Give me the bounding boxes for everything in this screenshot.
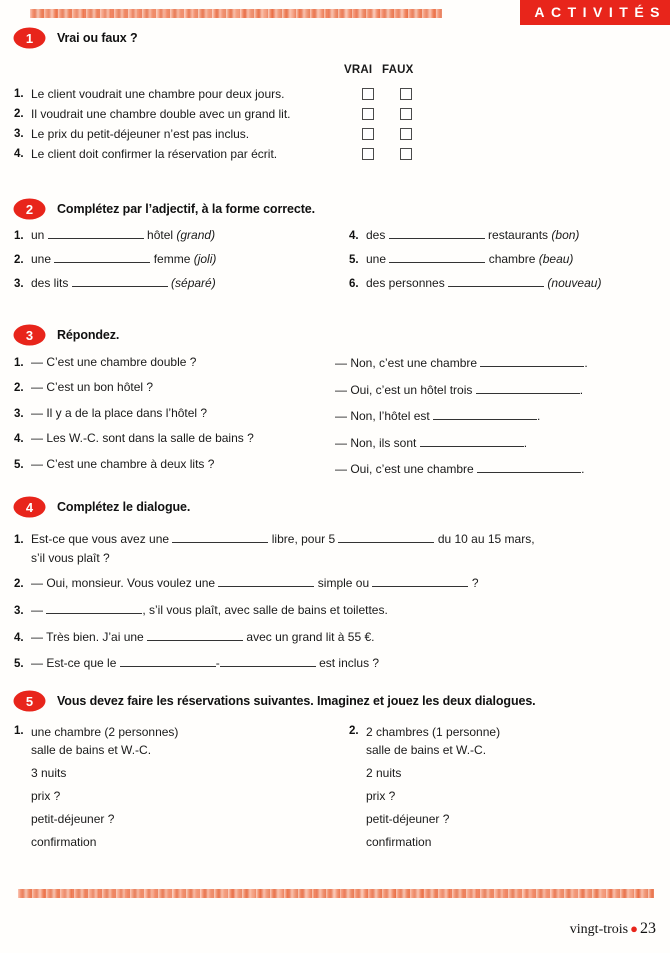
- detail-line: prix ?: [366, 789, 396, 804]
- exercise-3-answer-column: [335, 355, 670, 487]
- page-number: 23: [640, 920, 656, 937]
- item-number: 3.: [14, 407, 24, 420]
- item-text-before: des personnes: [366, 275, 449, 290]
- item-number: 1.: [14, 88, 24, 100]
- list-item: [335, 408, 670, 424]
- fill-blank[interactable]: [372, 575, 468, 587]
- checkbox-cell-vrai[interactable]: [349, 108, 387, 120]
- checkbox-cell-vrai[interactable]: [349, 148, 387, 160]
- fill-blank[interactable]: [120, 655, 216, 667]
- item-hint: (séparé): [171, 275, 216, 290]
- bottom-decorative-band: [18, 889, 654, 898]
- exercise-3-columns: [0, 355, 670, 487]
- list-item: [14, 406, 335, 421]
- fill-blank[interactable]: [72, 275, 168, 287]
- dialogue-seg-2: avec un grand lit à 55 €.: [243, 629, 375, 644]
- item-number: 2.: [14, 382, 24, 395]
- exercise-5-badge: 5: [14, 691, 45, 711]
- exercise-3-question-column: [0, 355, 335, 487]
- exercise-5: [0, 691, 670, 854]
- exercise-5-situation-1: [0, 725, 335, 854]
- fill-blank[interactable]: [48, 227, 144, 239]
- item-number: 1.: [14, 230, 24, 243]
- item-text-after: chambre: [485, 252, 539, 267]
- list-item: [14, 84, 670, 104]
- item-text-before: une: [366, 252, 390, 267]
- exercise-2-right-column: [335, 227, 670, 298]
- fill-blank[interactable]: [389, 251, 485, 263]
- list-item: [14, 104, 670, 124]
- dialogue-seg-2: , s’il vous plaît, avec salle de bains et toilettes.: [142, 602, 388, 617]
- question-text: — Les W.-C. sont dans la salle de bains ?: [31, 431, 254, 446]
- answer-text-before: — Oui, c’est un hôtel trois: [335, 382, 476, 397]
- answer-text-after: .: [584, 356, 588, 371]
- list-item: [335, 434, 670, 450]
- exercise-1-statement-list: [0, 84, 670, 164]
- answer-text-after: .: [523, 435, 528, 450]
- list-item: [335, 461, 670, 477]
- item-number: 5.: [14, 658, 24, 671]
- list-item: [14, 380, 335, 395]
- item-number: 2.: [14, 108, 24, 120]
- list-item: [14, 655, 670, 672]
- checkbox-cell-faux[interactable]: [387, 128, 425, 140]
- checkbox-cell-faux[interactable]: [387, 148, 425, 160]
- exercise-5-situation-2: [335, 725, 670, 854]
- item-hint: (nouveau): [547, 275, 602, 290]
- answer-text-after: .: [579, 382, 584, 397]
- situation-header: [14, 725, 335, 739]
- list-item: [14, 575, 670, 592]
- fill-blank[interactable]: [338, 531, 434, 543]
- fill-blank[interactable]: [147, 628, 243, 640]
- item-number: 6.: [349, 277, 359, 290]
- list-item: [349, 275, 670, 292]
- detail-line: petit-déjeuner ?: [366, 812, 450, 827]
- dialogue-seg-1: Est-ce que vous avez une: [31, 532, 173, 547]
- exercise-1: [0, 28, 670, 164]
- item-hint: (joli): [193, 252, 217, 267]
- item-text-before: un: [31, 228, 48, 243]
- item-number: 2.: [349, 725, 359, 737]
- exercise-1-column-headers: [344, 64, 413, 76]
- item-number: 1.: [14, 534, 24, 547]
- list-item: [14, 124, 670, 144]
- page-word: vingt-trois: [569, 922, 629, 937]
- exercise-3-header: [0, 325, 670, 345]
- list-item: [14, 431, 335, 446]
- exercise-4-badge: 4: [14, 497, 45, 517]
- activities-banner: ACTIVITÉS: [520, 0, 670, 25]
- list-item: [14, 628, 670, 645]
- list-item: [14, 275, 335, 292]
- question-text: — C’est un bon hôtel ?: [31, 380, 154, 395]
- checkbox-vrai-2[interactable]: [362, 108, 374, 120]
- item-text: Il voudrait une chambre double avec un grand lit.: [31, 107, 291, 121]
- answer-text-after: .: [581, 461, 585, 476]
- list-item: [14, 457, 335, 472]
- dialogue-seg-2: libre, pour 5: [268, 532, 339, 547]
- bullet-icon: ●: [630, 921, 638, 936]
- detail-line: confirmation: [31, 835, 97, 850]
- exercise-4-dialogue-list: [0, 531, 670, 672]
- top-decorative-band: [30, 9, 442, 18]
- item-number: 5.: [14, 458, 24, 471]
- exercise-2-columns: [0, 227, 670, 298]
- exercise-2-header: [0, 199, 670, 219]
- checkbox-cell-faux[interactable]: [387, 108, 425, 120]
- question-text: — C’est une chambre à deux lits ?: [31, 456, 215, 471]
- list-item: [335, 381, 670, 397]
- situation-header: [349, 725, 670, 739]
- detail-line: petit-déjeuner ?: [31, 812, 115, 827]
- item-hint: (bon): [551, 228, 580, 243]
- fill-blank[interactable]: [480, 355, 584, 367]
- item-number: 2.: [14, 578, 24, 591]
- fill-blank[interactable]: [172, 531, 268, 543]
- item-number: 2.: [14, 254, 24, 267]
- exercise-4-header: [0, 497, 670, 517]
- situation-details: [349, 739, 670, 854]
- fill-blank[interactable]: [420, 434, 524, 446]
- fill-blank[interactable]: [476, 381, 580, 393]
- item-text: Le prix du petit-déjeuner n’est pas inclus.: [31, 127, 250, 141]
- item-number: 1.: [14, 357, 24, 369]
- exercise-4: [0, 497, 670, 682]
- detail-line: salle de bains et W.-C.: [31, 743, 152, 757]
- dialogue-seg-3: ?: [468, 576, 479, 591]
- item-number: 4.: [349, 230, 359, 243]
- item-text: Le client voudrait une chambre pour deux jours.: [31, 87, 285, 101]
- checkbox-vrai-1[interactable]: [362, 88, 374, 100]
- item-number: 3.: [14, 277, 24, 290]
- dialogue-continuation: s’il vous plaît ?: [31, 550, 110, 565]
- exercise-1-title: Vrai ou faux ?: [57, 31, 138, 45]
- item-text-after: femme: [150, 252, 194, 267]
- item-hint: (grand): [176, 228, 216, 243]
- exercise-3-badge: 3: [14, 325, 45, 345]
- answer-text-before: — Non, c’est une chambre: [335, 356, 481, 371]
- checkbox-faux-2[interactable]: [400, 108, 412, 120]
- dialogue-seg-1: — Est-ce que le: [31, 656, 120, 671]
- detail-line: 2 nuits: [366, 766, 402, 781]
- column-header-faux: FAUX: [382, 64, 414, 76]
- detail-line: 3 nuits: [31, 766, 67, 781]
- checkbox-cell-vrai[interactable]: [349, 128, 387, 140]
- answer-text-before: — Non, ils sont: [335, 435, 420, 450]
- fill-blank[interactable]: [46, 602, 142, 614]
- exercise-2-badge: 2: [14, 199, 45, 219]
- exercise-2-left-column: [0, 227, 335, 298]
- list-item: [14, 355, 335, 370]
- answer-text-after: .: [537, 409, 541, 424]
- exercise-5-header: [0, 691, 670, 711]
- item-number: 4.: [14, 433, 24, 446]
- item-number: 5.: [349, 254, 359, 267]
- checkbox-faux-1[interactable]: [400, 88, 412, 100]
- item-text-before: des lits: [31, 275, 72, 290]
- item-text-before: des: [366, 228, 389, 243]
- exercise-5-columns: [0, 725, 670, 854]
- list-item: [14, 251, 335, 268]
- item-text-before: une: [31, 252, 55, 267]
- dialogue-seg-1: — Très bien. J’ai une: [31, 629, 148, 644]
- checkbox-vrai-4[interactable]: [362, 148, 374, 160]
- fill-blank[interactable]: [477, 461, 581, 473]
- detail-line: confirmation: [366, 835, 432, 850]
- checkbox-faux-3[interactable]: [400, 128, 412, 140]
- item-number: 4.: [14, 148, 24, 160]
- question-text: — C’est une chambre double ?: [31, 355, 197, 369]
- question-text: — Il y a de la place dans l’hôtel ?: [31, 405, 208, 420]
- exercise-3-title: Répondez.: [57, 328, 120, 342]
- list-item: [14, 602, 670, 619]
- list-item: [349, 251, 670, 268]
- item-text-after: restaurants: [484, 228, 552, 243]
- exercise-5-title: Vous devez faire les réservations suivantes. Imaginez et jouez les deux dialogues.: [57, 694, 536, 708]
- fill-blank[interactable]: [448, 275, 544, 287]
- exercise-1-badge: 1: [14, 28, 45, 48]
- fill-blank[interactable]: [54, 251, 150, 263]
- dialogue-seg-3: est inclus ?: [315, 656, 380, 671]
- detail-line: prix ?: [31, 789, 61, 804]
- exercise-2-title: Complétez par l’adjectif, à la forme correcte.: [57, 202, 315, 216]
- exercise-3: [0, 325, 670, 487]
- list-item: [349, 227, 670, 244]
- fill-blank[interactable]: [220, 655, 316, 667]
- answer-text-before: — Oui, c’est une chambre: [335, 461, 478, 476]
- checkbox-faux-4[interactable]: [400, 148, 412, 160]
- list-item: [14, 227, 335, 244]
- item-number: 3.: [14, 128, 24, 140]
- list-item: [14, 531, 670, 565]
- fill-blank[interactable]: [433, 408, 537, 420]
- fill-blank[interactable]: [389, 227, 485, 239]
- item-text: Le client doit confirmer la réservation par écrit.: [31, 147, 278, 161]
- dialogue-seg-2: -: [215, 656, 220, 671]
- list-item: [14, 144, 670, 164]
- item-text-after: hôtel: [143, 228, 177, 243]
- dialogue-seg-2: simple ou: [314, 576, 373, 591]
- situation-details: [14, 739, 335, 854]
- list-item: [335, 355, 670, 371]
- item-hint: (beau): [538, 252, 574, 267]
- page-footer: [570, 920, 656, 938]
- detail-line: salle de bains et W.-C.: [366, 743, 487, 757]
- exercise-2: [0, 199, 670, 298]
- answer-text-before: — Non, l’hôtel est: [335, 409, 434, 424]
- item-number: 4.: [14, 631, 24, 644]
- checkbox-vrai-3[interactable]: [362, 128, 374, 140]
- dialogue-seg-1: — Oui, monsieur. Vous voulez une: [31, 576, 219, 591]
- item-number: 1.: [14, 725, 24, 737]
- fill-blank[interactable]: [218, 575, 314, 587]
- exercise-4-title: Complétez le dialogue.: [57, 500, 191, 514]
- column-header-vrai: VRAI: [344, 64, 373, 76]
- item-number: 3.: [14, 604, 24, 617]
- situation-title: une chambre (2 personnes): [31, 725, 179, 739]
- exercise-1-header: [0, 28, 670, 48]
- dialogue-seg-1: —: [31, 602, 47, 617]
- dialogue-seg-3: du 10 au 15 mars,: [434, 532, 535, 547]
- situation-title: 2 chambres (1 personne): [366, 725, 501, 739]
- checkbox-cell-vrai[interactable]: [349, 88, 387, 100]
- checkbox-cell-faux[interactable]: [387, 88, 425, 100]
